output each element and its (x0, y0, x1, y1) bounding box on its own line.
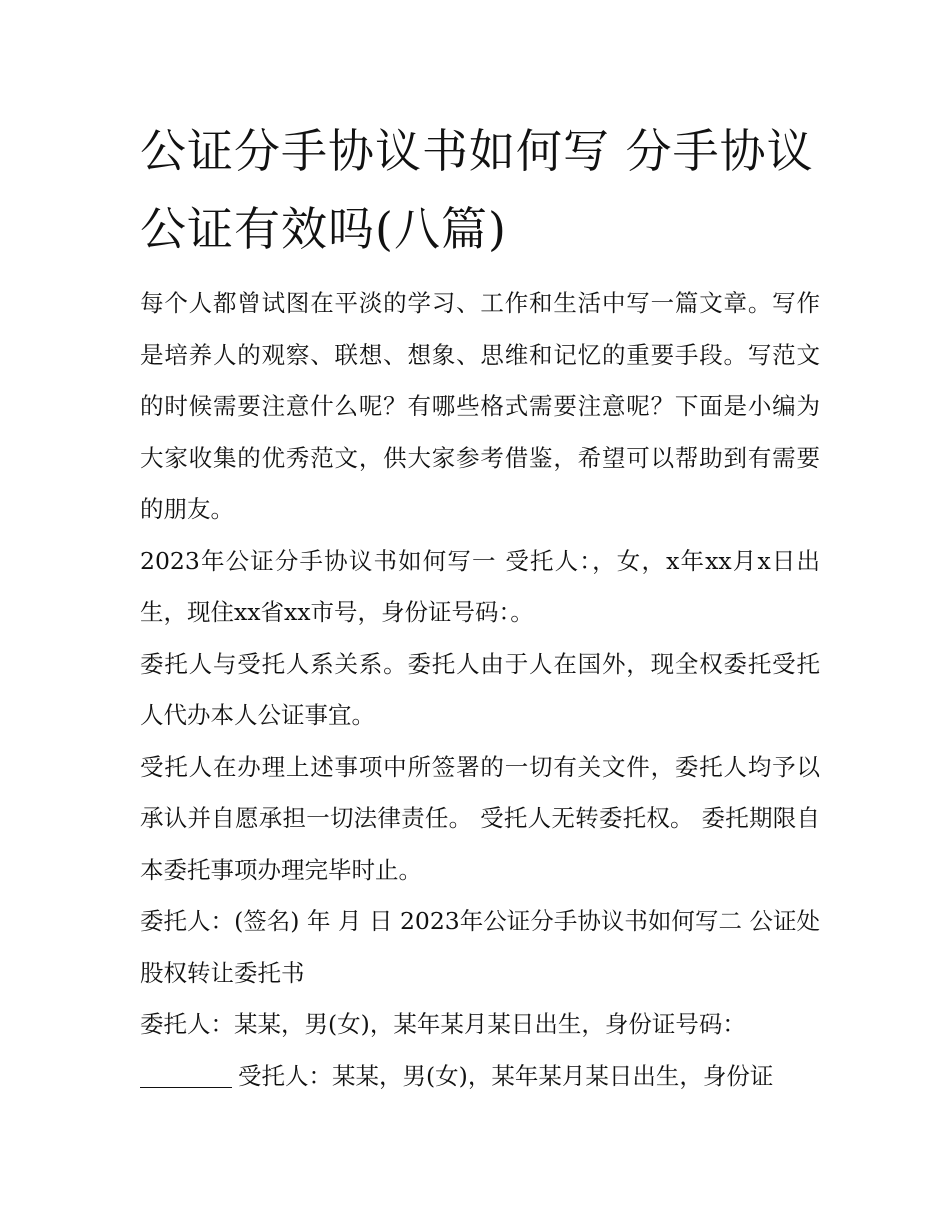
paragraph-5-tail: 受托人：某某，男(女)，某年某月某日出生，身份证 (238, 1061, 774, 1090)
paragraph-5-text: 委托人：某某，男(女)，某年某月某日出生，身份证号码： (140, 1010, 746, 1038)
blank-underline (140, 1063, 232, 1088)
paragraph-4: 委托人：(签名) 年 月 日 2023年公证分手协议书如何写二 公证处股权转让委托书 (140, 907, 820, 987)
document-title: 公证分手协议书如何写 分手协议公证有效吗(八篇) (140, 124, 814, 256)
paragraph-2: 委托人与受托人系关系。委托人由于人在国外，现全权委托受托人代办本人公证事宜。 (140, 649, 820, 729)
paragraph-3: 受托人在办理上述事项中所签署的一切有关文件，委托人均予以承认并自愿承担一切法律责任。 受托人无转委托权。 委托期限自本委托事项办理完毕时止。 (140, 752, 820, 884)
document-page (140, 112, 820, 1102)
intro-paragraph: 每个人都曾试图在平淡的学习、工作和生活中写一篇文章。写作是培养人的观察、联想、想象、思维和记忆的重要手段。写范文的时候需要注意什么呢？有哪些格式需要注意呢？下面是小编为大家收集的优秀范文，供大家参考借鉴，希望可以帮助到有需要的朋友。 (140, 289, 820, 523)
paragraph-5 (140, 999, 820, 1102)
paragraph-1: 2023年公证分手协议书如何写一 受托人：，女，x年xx月x日出生，现住xx省xx市号，身份证号码：。 (140, 546, 820, 626)
